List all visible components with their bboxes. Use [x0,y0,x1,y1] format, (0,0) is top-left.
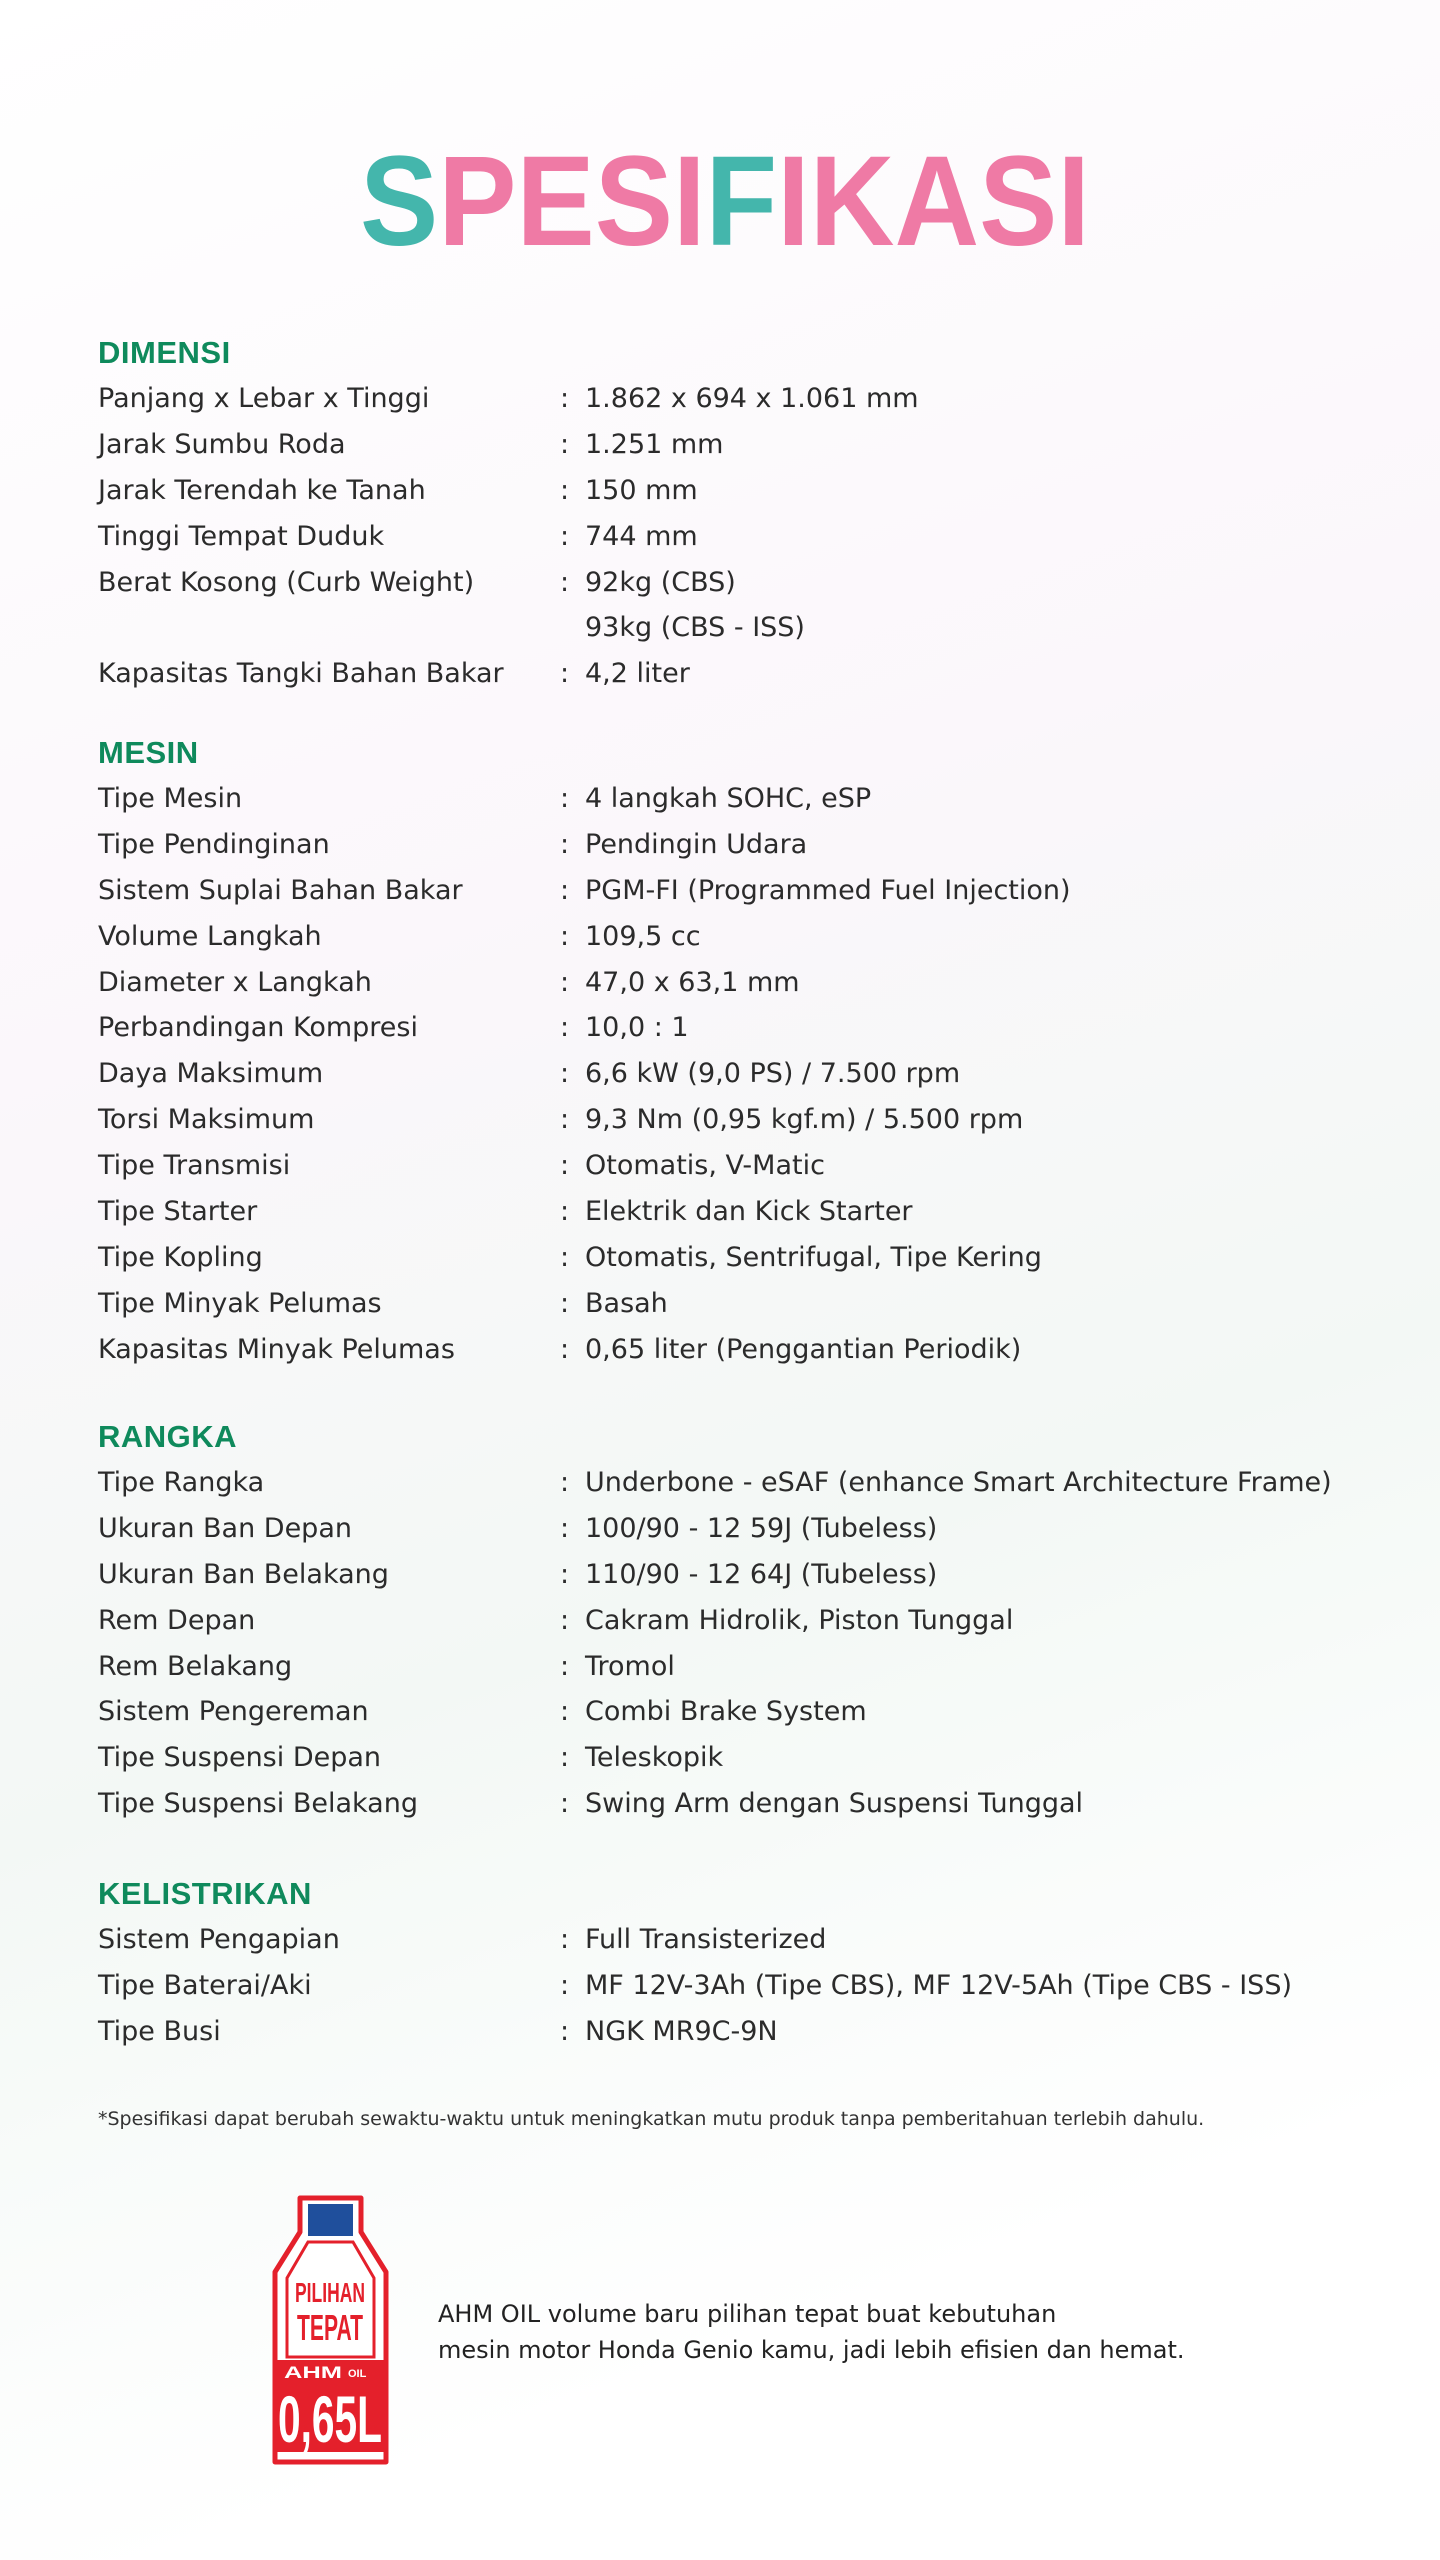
spec-colon: : [560,428,570,460]
spec-colon: : [560,474,570,506]
spec-value: 0,65 liter (Penggantian Periodik) [585,1333,1022,1365]
spec-label: Perbandingan Kompresi [98,1012,418,1044]
spec-row [98,1143,1398,1189]
spec-colon: : [560,783,570,814]
spec-row [98,1097,1398,1143]
spec-value: Swing Arm dengan Suspensi Tunggal [585,1788,1084,1820]
spec-colon: : [560,874,570,906]
oil-bottle-logo [258,2192,403,2472]
spec-value: Cakram Hidrolik, Piston Tunggal [585,1604,1014,1636]
spec-label: Tipe Rangka [98,1467,265,1498]
spec-value: 100/90 - 12 59J (Tubeless) [585,1512,938,1544]
spec-row [98,1460,1398,1506]
spec-value: 150 mm [585,474,698,506]
spec-label: Jarak Sumbu Roda [98,428,346,460]
spec-colon: : [560,1558,570,1590]
spec-value: 4,2 liter [585,658,690,690]
spec-row [98,422,1398,468]
spec-value: Underbone - eSAF (enhance Smart Architecture Frame) [585,1467,1332,1498]
spec-row [98,1644,1398,1690]
spec-value: 1.251 mm [585,428,724,460]
spec-value: 110/90 - 12 64J (Tubeless) [585,1558,938,1590]
spec-value: MF 12V-3Ah (Tipe CBS), MF 12V-5Ah (Tipe CBS - ISS) [585,1969,1292,2001]
spec-colon: : [560,566,570,598]
spec-row [98,1963,1398,2009]
spec-label: Rem Depan [98,1604,256,1636]
spec-value: 109,5 cc [585,920,701,952]
svg-text:PILIHAN: PILIHAN [295,2277,365,2308]
spec-row [98,651,1398,697]
spec-row [98,1235,1398,1281]
spec-row [98,468,1398,514]
section-heading: DIMENSI [98,335,231,370]
spec-label: Diameter x Langkah [98,966,372,998]
spec-colon: : [560,966,570,998]
spec-colon: : [560,383,570,414]
footnote: *Spesifikasi dapat berubah sewaktu-waktu untuk meningkatkan mutu produk tanpa pemberitahuan terlebih dahulu. [98,2108,1205,2130]
section-heading: MESIN [98,735,199,770]
spec-label: Volume Langkah [98,920,322,952]
promo-line-1: AHM OIL volume baru pilihan tepat buat kebutuhan [438,2300,1057,2328]
spec-row [98,1917,1398,1963]
spec-colon: : [560,1196,570,1228]
spec-label: Tipe Pendinginan [98,828,330,860]
spec-row [98,1689,1398,1735]
spec-row [98,1598,1398,1644]
spec-row [98,1189,1398,1235]
spec-colon: : [560,1287,570,1319]
spec-label: Rem Belakang [98,1650,293,1682]
spec-row [98,1051,1398,1097]
spec-value: Basah [585,1287,668,1319]
spec-value: PGM-FI (Programmed Fuel Injection) [585,874,1071,906]
svg-text:OIL: OIL [348,2368,367,2380]
spec-row [98,1005,1398,1051]
spec-label: Kapasitas Minyak Pelumas [98,1333,455,1365]
spec-colon: : [560,828,570,860]
spec-row [98,776,1398,822]
spec-colon [560,605,585,651]
spec-label: Ukuran Ban Depan [98,1512,352,1544]
spec-colon: : [560,1467,570,1498]
spec-label: Daya Maksimum [98,1058,324,1090]
spec-row [98,914,1398,960]
spec-row [98,1781,1398,1827]
section-rangka [98,1414,1398,1827]
section-heading: KELISTRIKAN [98,1876,312,1911]
spec-label: Tipe Mesin [98,783,243,814]
spec-label: Jarak Terendah ke Tanah [98,474,426,506]
spec-colon: : [560,1696,570,1728]
spec-colon: : [560,1241,570,1273]
spec-value: 744 mm [585,520,698,552]
spec-colon: : [560,1742,570,1774]
spec-colon: : [560,520,570,552]
title-text: SPESIFIKASI [360,130,1093,273]
spec-value: 4 langkah SOHC, eSP [585,783,872,814]
spec-row [98,868,1398,914]
spec-label: Tipe Suspensi Depan [98,1742,382,1774]
page-title [340,130,1110,273]
spec-label: Berat Kosong (Curb Weight) [98,566,475,598]
spec-colon: : [560,1012,570,1044]
spec-label: Torsi Maksimum [98,1104,315,1136]
spec-colon: : [560,920,570,952]
spec-value: Otomatis, Sentrifugal, Tipe Kering [585,1241,1042,1273]
spec-row [98,1506,1398,1552]
spec-colon: : [560,1924,570,1955]
spec-label: Panjang x Lebar x Tinggi [98,383,430,414]
spec-value: Full Transisterized [585,1924,827,1955]
spec-value: Otomatis, V-Matic [585,1150,825,1182]
spec-colon: : [560,2015,570,2047]
spec-row [98,605,1398,651]
spec-value: Elektrik dan Kick Starter [585,1196,913,1228]
promo-line-2: mesin motor Honda Genio kamu, jadi lebih efisien dan hemat. [438,2336,1185,2364]
spec-value: NGK MR9C-9N [585,2015,778,2047]
spec-row [98,960,1398,1006]
spec-colon: : [560,1333,570,1365]
spec-value: 1.862 x 694 x 1.061 mm [585,383,919,414]
spec-label: Tipe Baterai/Aki [98,1969,312,2001]
spec-label: Ukuran Ban Belakang [98,1558,389,1590]
spec-label: Tipe Kopling [98,1241,263,1273]
spec-label: Tinggi Tempat Duduk [98,520,385,552]
spec-value: 9,3 Nm (0,95 kgf.m) / 5.500 rpm [585,1104,1024,1136]
spec-colon: : [560,1604,570,1636]
spec-row [98,1327,1398,1373]
section-dimensi [98,330,1398,697]
svg-text:AHM: AHM [284,2363,342,2382]
spec-label: Tipe Busi [98,2015,221,2047]
spec-value: 92kg (CBS) [585,566,736,598]
spec-label [98,605,560,651]
section-mesin [98,730,1398,1373]
spec-label: Tipe Suspensi Belakang [98,1788,418,1820]
promo-text [438,2296,1185,2368]
spec-label: Sistem Pengereman [98,1696,369,1728]
spec-label: Tipe Minyak Pelumas [98,1287,382,1319]
section-kelistrikan [98,1871,1398,2055]
spec-value: 6,6 kW (9,0 PS) / 7.500 rpm [585,1058,961,1090]
spec-row [98,376,1398,422]
spec-value: Combi Brake System [585,1696,867,1728]
spec-label: Tipe Transmisi [98,1150,291,1182]
spec-row [98,1281,1398,1327]
spec-colon: : [560,1512,570,1544]
spec-value: Teleskopik [585,1742,724,1774]
spec-value: 93kg (CBS - ISS) [585,612,805,644]
spec-label: Tipe Starter [98,1196,258,1228]
spec-colon: : [560,1104,570,1136]
spec-row [98,822,1398,868]
spec-row [98,560,1398,606]
spec-value: 10,0 : 1 [585,1012,689,1044]
spec-colon: : [560,1650,570,1682]
spec-row [98,2009,1398,2055]
spec-label: Sistem Suplai Bahan Bakar [98,874,463,906]
spec-value: Tromol [585,1650,675,1682]
spec-label: Kapasitas Tangki Bahan Bakar [98,658,504,690]
spec-value: Pendingin Udara [585,828,808,860]
spec-label: Sistem Pengapian [98,1924,340,1955]
spec-row [98,514,1398,560]
spec-colon: : [560,658,570,690]
bottle-cap [308,2204,353,2236]
spec-colon: : [560,1058,570,1090]
spec-colon: : [560,1969,570,2001]
spec-value: 47,0 x 63,1 mm [585,966,800,998]
section-heading: RANGKA [98,1419,238,1454]
spec-row [98,1552,1398,1598]
spec-colon: : [560,1150,570,1182]
spec-colon: : [560,1788,570,1820]
spec-row [98,1735,1398,1781]
svg-text:TEPAT: TEPAT [297,2307,363,2348]
svg-text:0,65L: 0,65L [278,2382,382,2456]
